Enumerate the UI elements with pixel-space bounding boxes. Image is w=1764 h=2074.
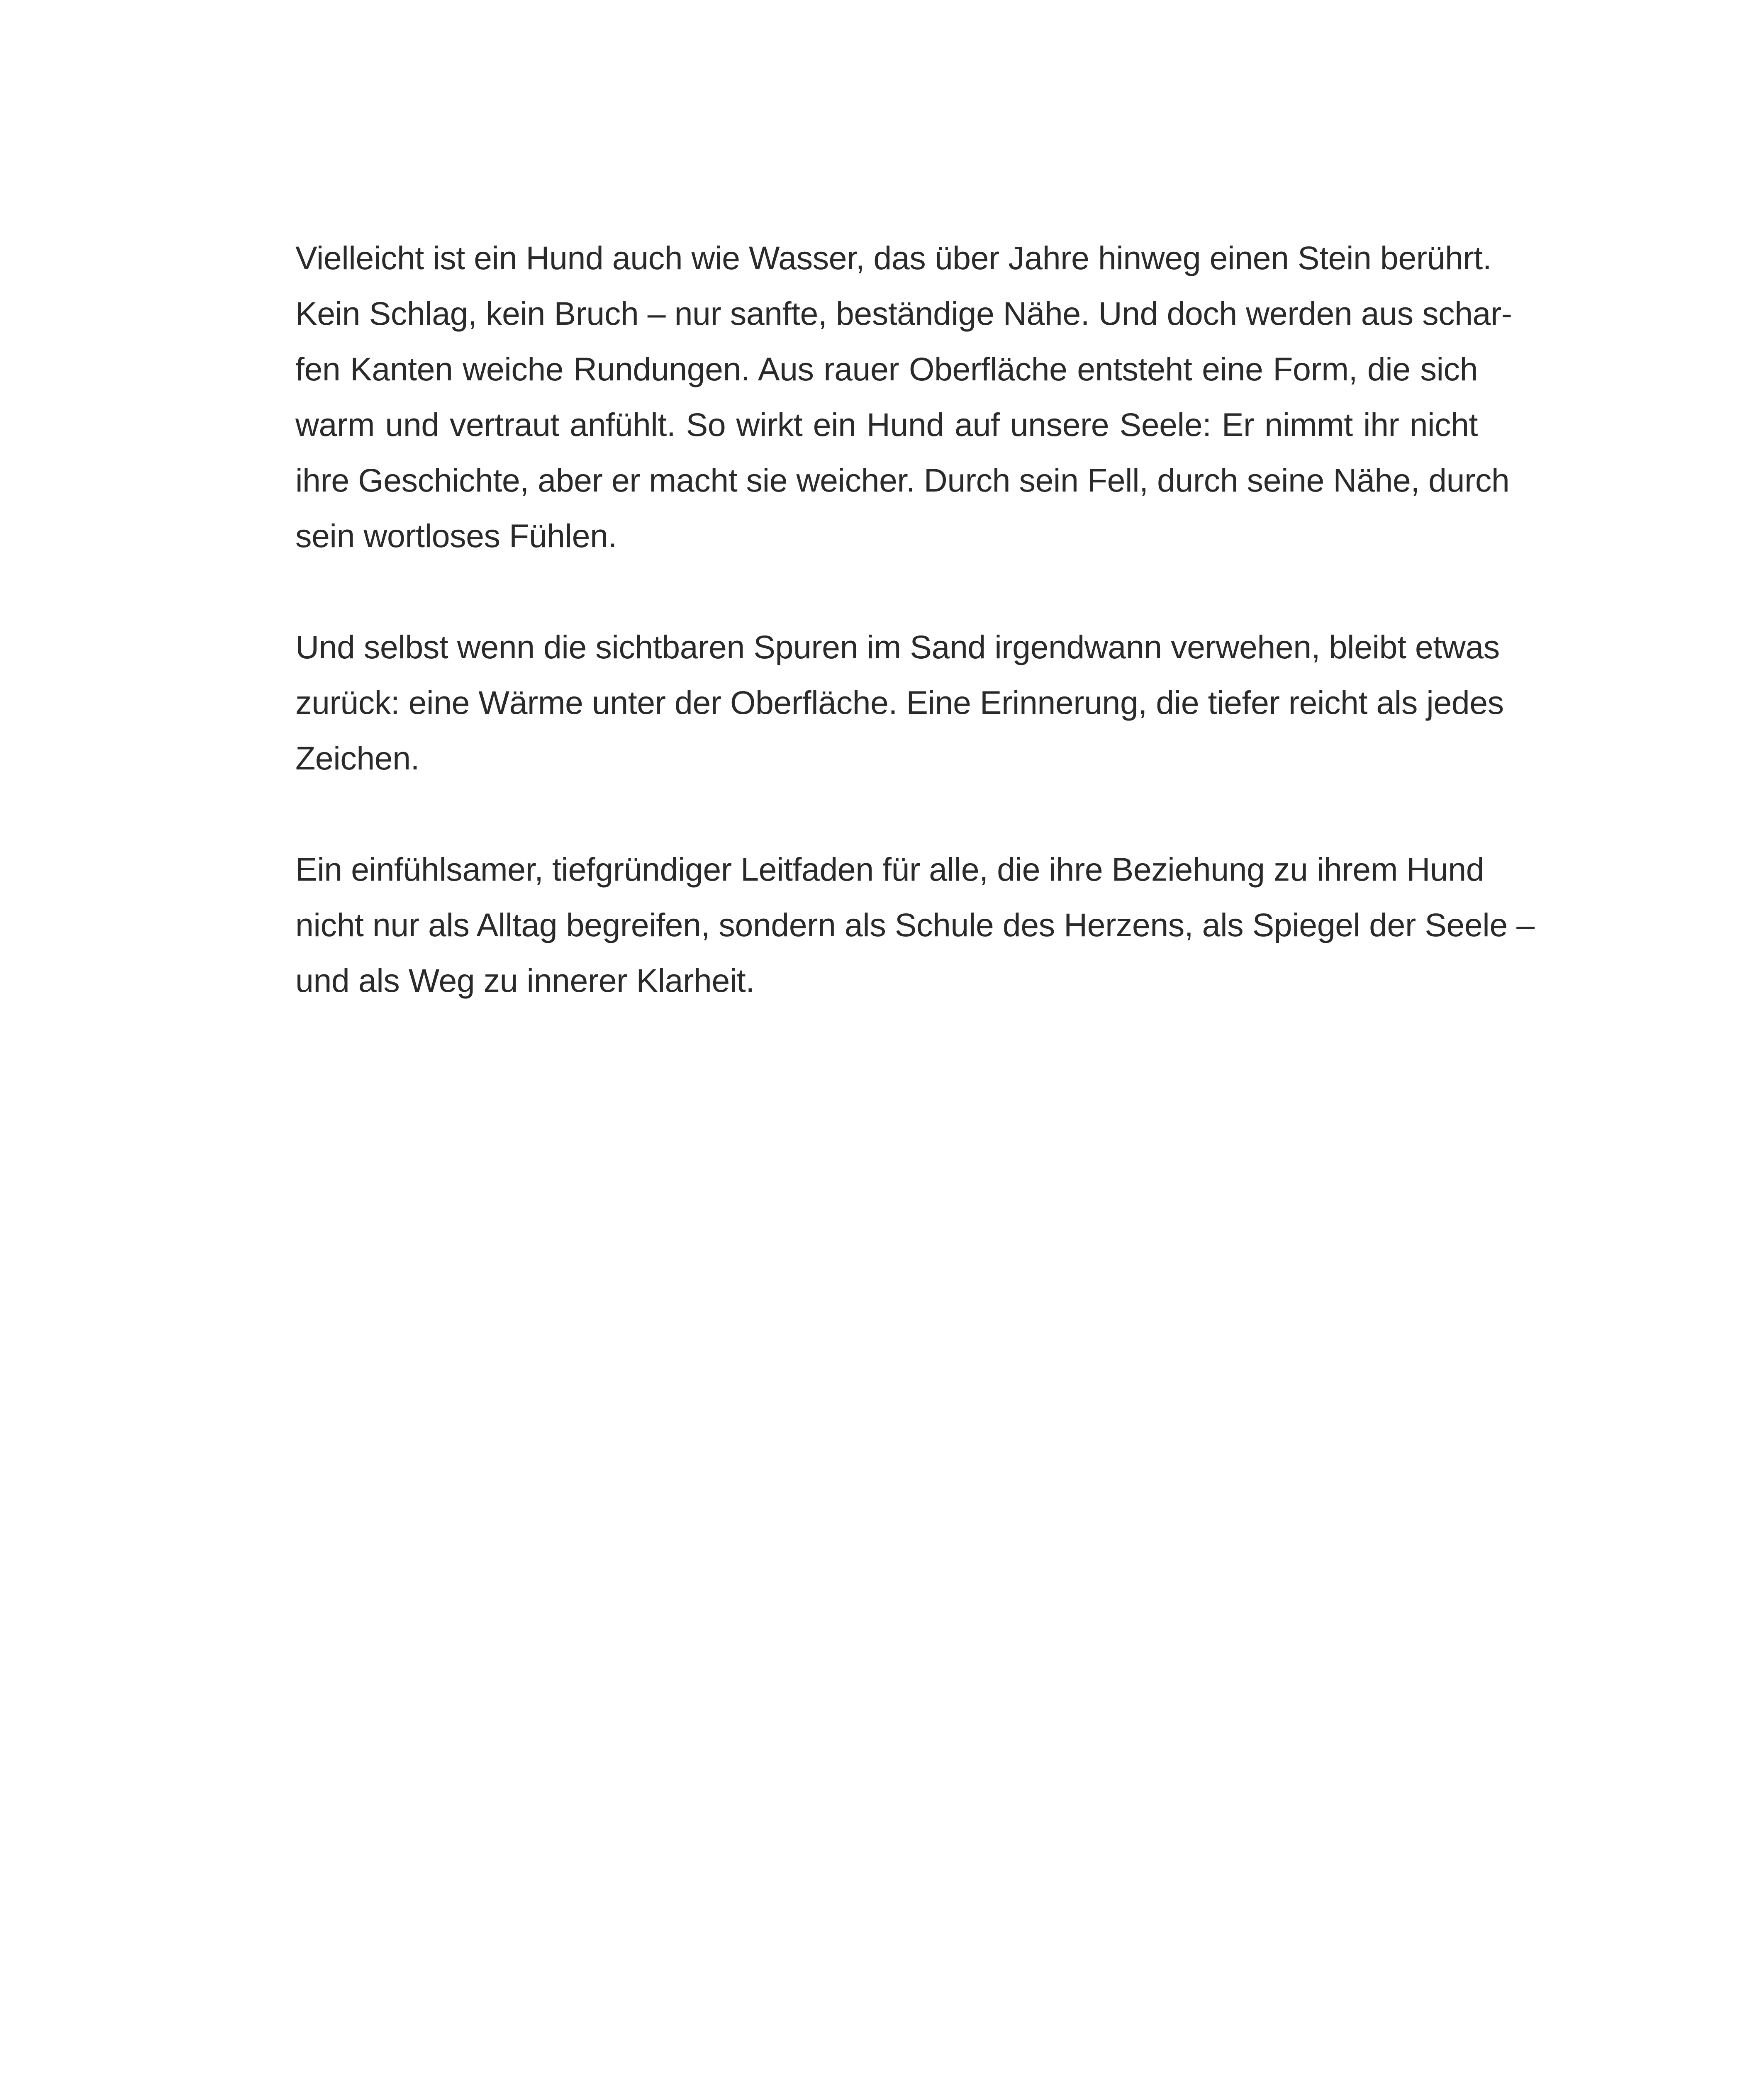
paragraph-3: [295, 842, 1535, 1008]
text-line: zurück: eine Wärme unter der Oberfläche. Eine Erinnerung, die tiefer reicht als jedes: [295, 684, 1504, 721]
text-line: Ein einfühlsamer, tiefgründiger Leitfaden für alle, die ihre Beziehung zu ihrem Hund: [295, 851, 1484, 888]
text-line: fen Kanten weiche Rundungen. Aus rauer Oberfläche entsteht eine Form, die sich: [295, 351, 1478, 387]
body-text: [295, 230, 1535, 1064]
paragraph-1: [295, 230, 1512, 564]
text-line: sein wortloses Fühlen.: [295, 517, 617, 554]
text-line: und als Weg zu innerer Klarheit.: [295, 962, 755, 999]
text-line: Kein Schlag, kein Bruch – nur sanfte, beständige Nähe. Und doch werden aus schar-: [295, 295, 1512, 332]
text-line: Zeichen.: [295, 740, 420, 777]
text-line: Und selbst wenn die sichtbaren Spuren im Sand irgendwann verwehen, bleibt etwas: [295, 628, 1500, 665]
text-line: nicht nur als Alltag begreifen, sondern als Schule des Herzens, als Spiegel der Seele –: [295, 906, 1535, 943]
paragraph-2: [295, 619, 1504, 786]
text-line: Vielleicht ist ein Hund auch wie Wasser, das über Jahre hinweg einen Stein berührt.: [295, 239, 1492, 276]
text-line: ihre Geschichte, aber er macht sie weicher. Durch sein Fell, durch seine Nähe, durch: [295, 462, 1510, 499]
text-line: warm und vertraut anfühlt. So wirkt ein Hund auf unsere Seele: Er nimmt ihr nicht: [295, 406, 1478, 443]
